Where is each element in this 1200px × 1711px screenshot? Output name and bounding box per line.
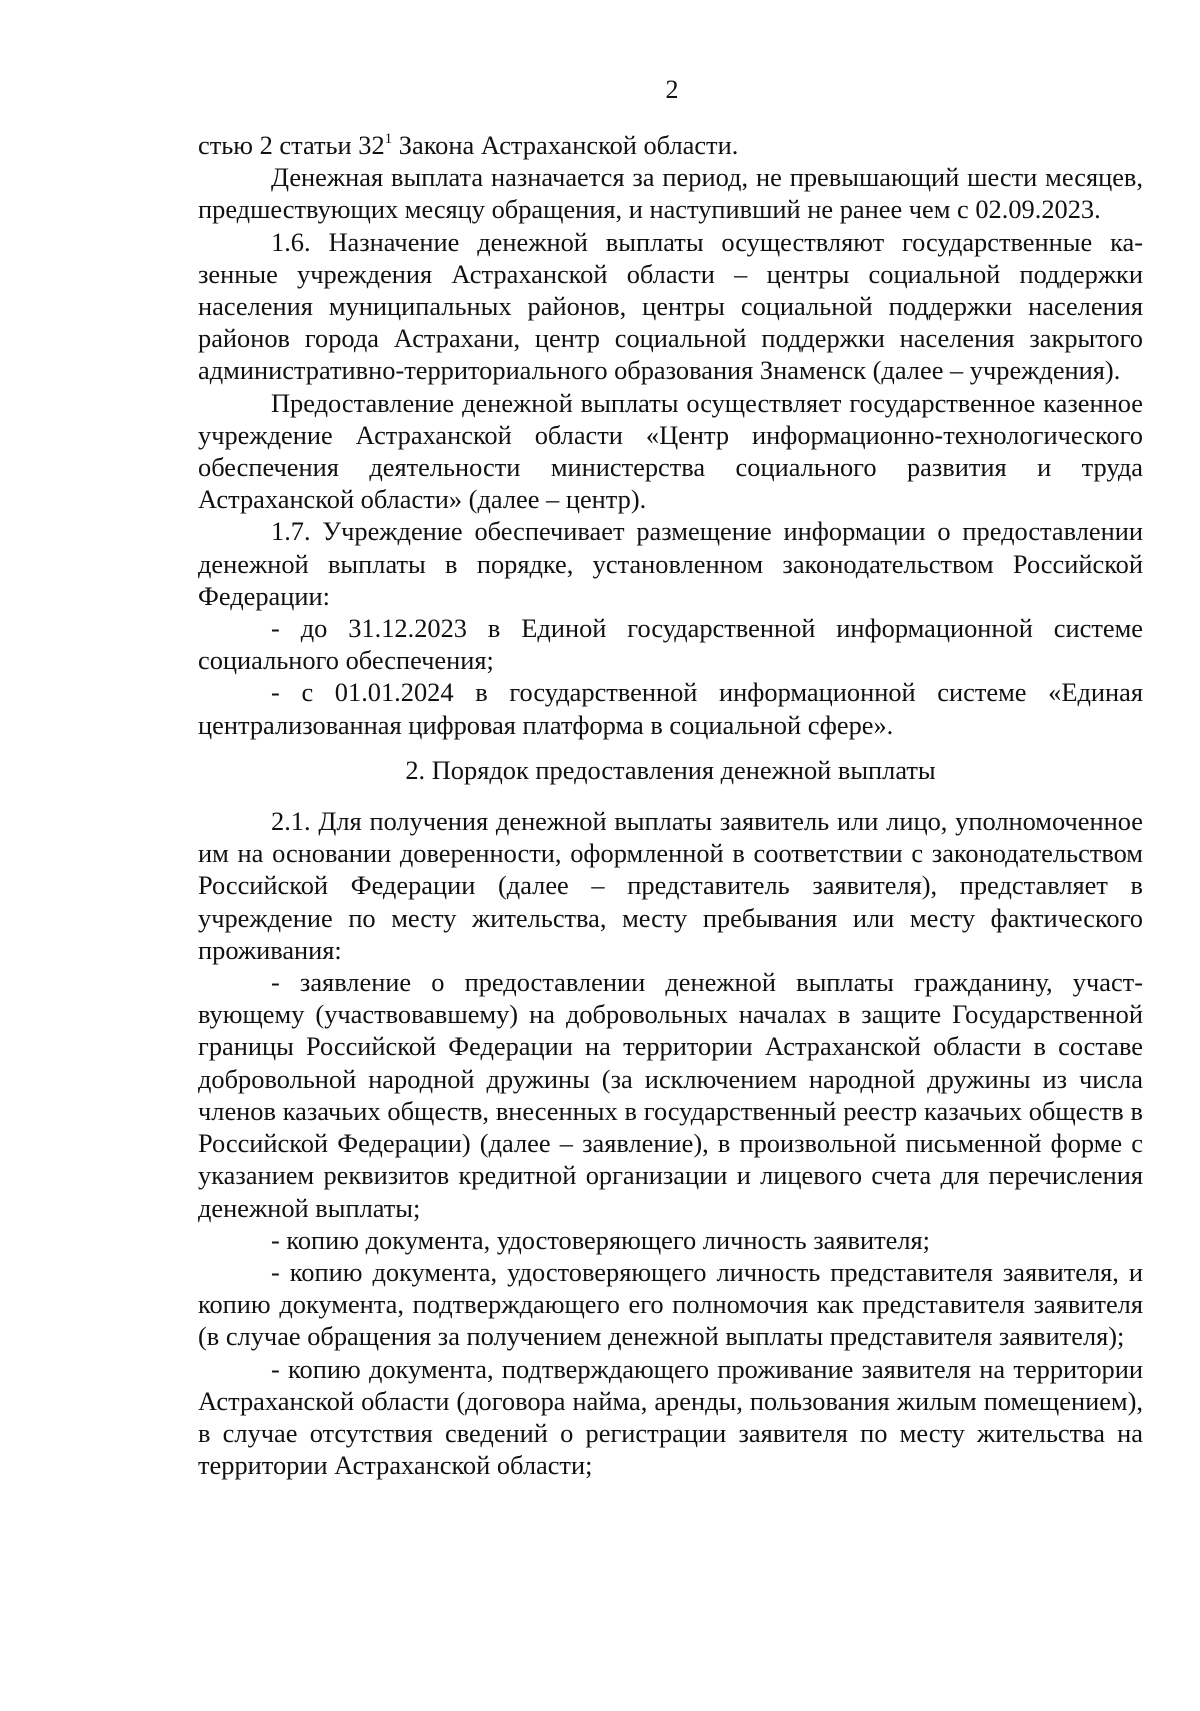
page-number: 2 — [665, 75, 679, 104]
text-after-superscript: Закона Астраханской области. — [392, 130, 739, 160]
section-heading: 2. Порядок предоставления денежной выплаты — [405, 754, 936, 785]
paragraph-1-6: 1.6. Назначение денежной выплаты осуществляют государственные казенные учреждения Астраханской области – центры социальной поддержки населения муниципальных районов, центры социальной поддержки населения районов города Астрахани, центр социальной поддержки населения закрытого административно-территориального образования Знаменск (далее – учреждения). — [198, 226, 1143, 386]
superscript: 1 — [384, 131, 393, 147]
list-item-representative-id: - копию документа, удостоверяющего личность представителя заявителя, и копию документа, подтверждающего его полномочия как представителя заявителя (в случае обращения за получением денежной выплаты представителя заявителя); — [198, 1256, 1143, 1352]
list-item-until-2023: - до 31.12.2023 в Единой государственной информационной системе социального обеспечения; — [198, 613, 1143, 676]
paragraph-provision-center: Предоставление денежной выплаты осуществляет государственное казенное учреждение Астраханской области «Центр информационно-технологического обеспечения деятельности министерства социального развития и труда Астраханской области» (далее – центр). — [198, 387, 1143, 515]
text-before-superscript: стью 2 статьи 32 — [198, 130, 385, 160]
list-item-application: - заявление о предоставлении денежной выплаты гражданину, участвующему (участвовавшему) на добровольных началах в защите Государственной границы Российской Федерации на территории Астраханской области в составе добровольной народной дружины (за исключением народной дружины из числа членов казачьих обществ, внесенных в государственный реестр казачьих обществ в Российской Федерации) (далее – заявление), в произвольной письменной форме с указанием реквизитов кредитной организации и лицевого счета для перечисления денежной выплаты; — [198, 967, 1143, 1223]
paragraph-1-7: 1.7. Учреждение обеспечивает размещение информации о предоставлении денежной выплаты в порядке, установленном законодательством Российской Федерации: — [198, 516, 1143, 611]
document-body — [198, 129, 1143, 1481]
list-item-residence-proof: - копию документа, подтверждающего проживание заявителя на территории Астраханской области (договора найма, аренды, пользования жилым помещением), в случае отсутствия сведений о регистрации заявителя по месту жительства на территории Астраханской области; — [198, 1353, 1143, 1481]
paragraph-payment-period: Денежная выплата назначается за период, не превышающий шести месяцев, предшествующих месяцу обращения, и наступивший не ранее чем с 02.09.2023. — [198, 162, 1143, 225]
list-item-from-2024: - с 01.01.2024 в государственной информационной системе «Единая централизованная цифровая платформа в социальной сфере». — [198, 677, 1143, 740]
paragraph-2-1: 2.1. Для получения денежной выплаты заявитель или лицо, уполномоченное им на основании доверенности, оформленной в соответствии с законодательством Российской Федерации (далее – представитель заявителя), представляет в учреждение по месту жительства, месту пребывания или месту фактического проживания: — [198, 806, 1143, 965]
list-item-applicant-id: - копию документа, удостоверяющего личность заявителя; — [271, 1224, 930, 1255]
paragraph-continuation — [198, 129, 1143, 161]
